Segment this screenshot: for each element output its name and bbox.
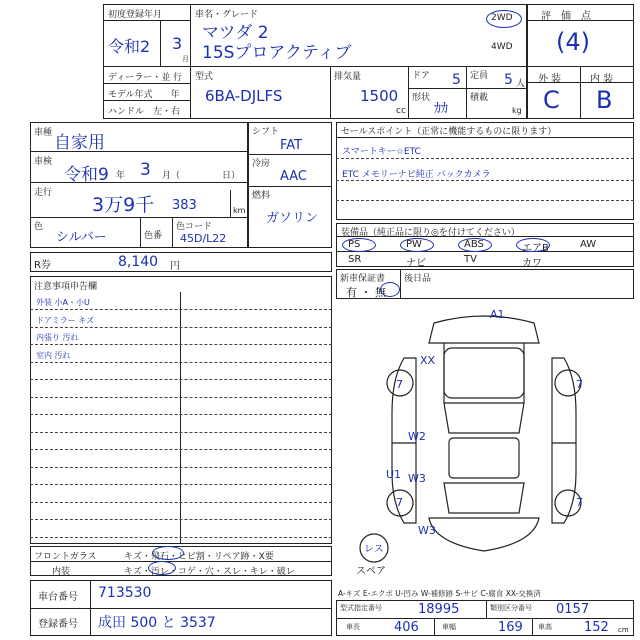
glass-value: キズ・飛石・ヒビ割・リペア跡・X要 (124, 552, 274, 562)
loading-label: 積載 (470, 93, 489, 103)
mileage-label: 走行 (34, 188, 53, 198)
note-line (30, 309, 332, 310)
drive-2wd: 2WD (491, 13, 513, 23)
length-value: 406 (394, 620, 419, 635)
reg-month-unit: 月 (182, 55, 189, 63)
carname-label: 車名・グレード (195, 10, 259, 20)
sales-line2: ETC メモリーナビ純正 バックカメラ (342, 170, 491, 180)
fuel-value: ガソリン (266, 211, 319, 226)
vehicle-value: 自家用 (54, 133, 105, 153)
color-code-label: 色コード (176, 222, 213, 232)
rating-label: 評 価 点 (541, 11, 591, 22)
shape-label: 形状 (412, 93, 431, 103)
width-label: 車幅 (442, 623, 456, 631)
equipment-item: ABS (464, 239, 484, 250)
kg-unit: kg (512, 106, 522, 115)
damage-mark: 7 (576, 378, 583, 391)
equipment-item: AW (580, 239, 597, 250)
note-line (30, 327, 332, 328)
model-year-label: モデル年式 年 (108, 90, 180, 100)
equipment-check-circle (342, 238, 376, 252)
day-unit: 日） (222, 171, 241, 181)
equipment-check-circle (400, 238, 434, 252)
mileage-detail: 383 (172, 198, 197, 213)
shape-value: ｶｶ (434, 101, 448, 117)
reg-year-label: 初度登録年月 (108, 10, 163, 20)
handle-label: ハンドル 左・右 (108, 107, 181, 117)
interior-cond-value: キズ・汚レ・コゲ・穴・スレ・キレ・破レ (124, 567, 295, 577)
damage-mark: XX (420, 354, 436, 367)
warranty-value: 有 ・ 無 (346, 286, 386, 299)
spare-label: レス (364, 544, 384, 555)
damage-mark: W3 (408, 472, 426, 485)
interior-cond-label: 内装 (52, 567, 71, 577)
damage-mark: 7 (576, 496, 583, 509)
inspection-label: 車検 (34, 157, 53, 167)
equipment-label: 装備品（純正品に限り◎を付けてください） (341, 228, 520, 238)
note-text: 室内 汚れ (36, 350, 71, 360)
recycle-box (30, 252, 332, 272)
reg-era: 令和2 (108, 37, 151, 56)
door-value: 5 (452, 72, 461, 88)
note-line (30, 379, 332, 380)
note-text: 外装 小A・小U (36, 298, 90, 307)
glass-label: フロントガラス (34, 552, 97, 562)
km-unit: km (233, 206, 246, 215)
damage-legend: A-キズ E-エクボ U-凹み W-補修跡 S-サビ C-腐食 XX-交換済 (338, 589, 541, 598)
month-unit: 月（ (162, 171, 181, 181)
color-label: 色 (34, 222, 44, 232)
color-code-value: 45D/L22 (180, 232, 227, 245)
damage-mark: W2 (408, 430, 426, 443)
manual-label: 後日品 (404, 274, 432, 284)
model-code: 18995 (418, 602, 460, 617)
damage-mark: U1 (386, 468, 402, 481)
note-line (30, 467, 332, 468)
capacity-value: 5 (504, 72, 513, 88)
plate-label: 登録番号 (38, 619, 78, 630)
note-line (30, 484, 332, 485)
equipment-item: エアB (522, 243, 549, 254)
length-label: 車長 (346, 623, 360, 631)
interior-label: 内 装 (590, 74, 614, 85)
exterior-label: 外 装 (538, 74, 562, 85)
equipment-item: ナビ (406, 258, 426, 269)
width-value: 169 (498, 620, 523, 635)
sales-label: セールスポイント（正常に機能するものに限ります） (341, 127, 557, 137)
damage-mark: A1 (490, 308, 505, 321)
shift-label: シフト (252, 127, 280, 137)
class-code: 0157 (556, 602, 590, 617)
year-unit: 年 (116, 171, 126, 181)
note-line (30, 519, 332, 520)
spare-text: スペア (356, 566, 386, 577)
height-label: 車高 (538, 623, 552, 631)
inspection-month: 3 (140, 160, 151, 180)
capacity-label: 定員 (470, 71, 489, 81)
damage-mark: W3 (418, 524, 436, 537)
color-value: シルバー (56, 230, 107, 245)
damage-mark: 7 (396, 378, 403, 391)
note-text: 内張り 汚れ (36, 333, 79, 342)
note-line (30, 414, 332, 415)
ac-value: AAC (280, 169, 307, 184)
equipment-check-circle (458, 238, 492, 252)
recycle-value: 8,140 (118, 254, 159, 270)
chassis-label: 車台番号 (38, 592, 78, 603)
equipment-item: PW (406, 239, 422, 250)
equipment-item: PS (348, 239, 361, 250)
warranty-none-circle (380, 282, 400, 297)
note-text: ドアミラー キズ (36, 315, 95, 325)
plate-value: 成田 500 と 3537 (98, 615, 216, 631)
car-diagram (334, 303, 634, 573)
class-code-label: 類別区分番号 (490, 604, 532, 612)
glass-flying-stone-circle (152, 546, 184, 560)
door-label: ドア (412, 71, 430, 81)
displacement-value: 1500 (360, 87, 399, 105)
drive-4wd: 4WD (491, 42, 513, 52)
cc-unit: cc (396, 106, 406, 116)
reg-month: 3 (172, 34, 183, 53)
notes-label: 注意事項申告欄 (34, 282, 98, 292)
type-label: 型式 (195, 72, 214, 82)
note-line (30, 502, 332, 503)
note-line (30, 537, 332, 538)
displacement-label: 排気量 (334, 72, 362, 82)
note-line (30, 344, 332, 345)
color-no-label: 色番 (144, 231, 163, 241)
height-value: 152 (584, 620, 609, 635)
note-line (30, 432, 332, 433)
ac-label: 冷房 (252, 159, 271, 169)
equipment-check-circle (516, 238, 550, 252)
note-line (30, 362, 332, 363)
equipment-item: カワ (522, 258, 542, 269)
type-value: 6BA-DJLFS (205, 87, 283, 105)
note-line (30, 397, 332, 398)
capacity-unit: 人 (516, 79, 526, 89)
damage-mark: 7 (396, 496, 403, 509)
interior-dirt-circle (148, 561, 176, 575)
vehicle-label: 車種 (34, 128, 53, 138)
equipment-item: SR (348, 254, 362, 265)
inspection-era: 令和9 (64, 165, 109, 185)
cm-unit: cm (618, 626, 629, 634)
interior-grade: B (596, 86, 613, 114)
recycle-unit: 円 (170, 261, 180, 272)
equipment-item: TV (464, 254, 477, 265)
sales-line1: スマートキー☆ETC (342, 147, 421, 157)
mileage-value: 3万9千 (92, 194, 155, 216)
grade: 15Sプロアクティブ (202, 43, 352, 63)
fuel-label: 燃料 (252, 191, 271, 201)
recycle-label: R券 (34, 260, 51, 271)
chassis-value: 713530 (98, 585, 152, 601)
exterior-grade: C (543, 86, 560, 114)
model-code-label: 型式指定番号 (340, 604, 382, 612)
warranty-label: 新車保証書 (340, 274, 386, 284)
dealer-label: ディーラー・並 行 (108, 73, 183, 83)
car-name: マツダ 2 (202, 23, 269, 43)
rating-score: (4) (556, 28, 590, 56)
note-line (30, 449, 332, 450)
shift-value: FAT (280, 138, 303, 153)
